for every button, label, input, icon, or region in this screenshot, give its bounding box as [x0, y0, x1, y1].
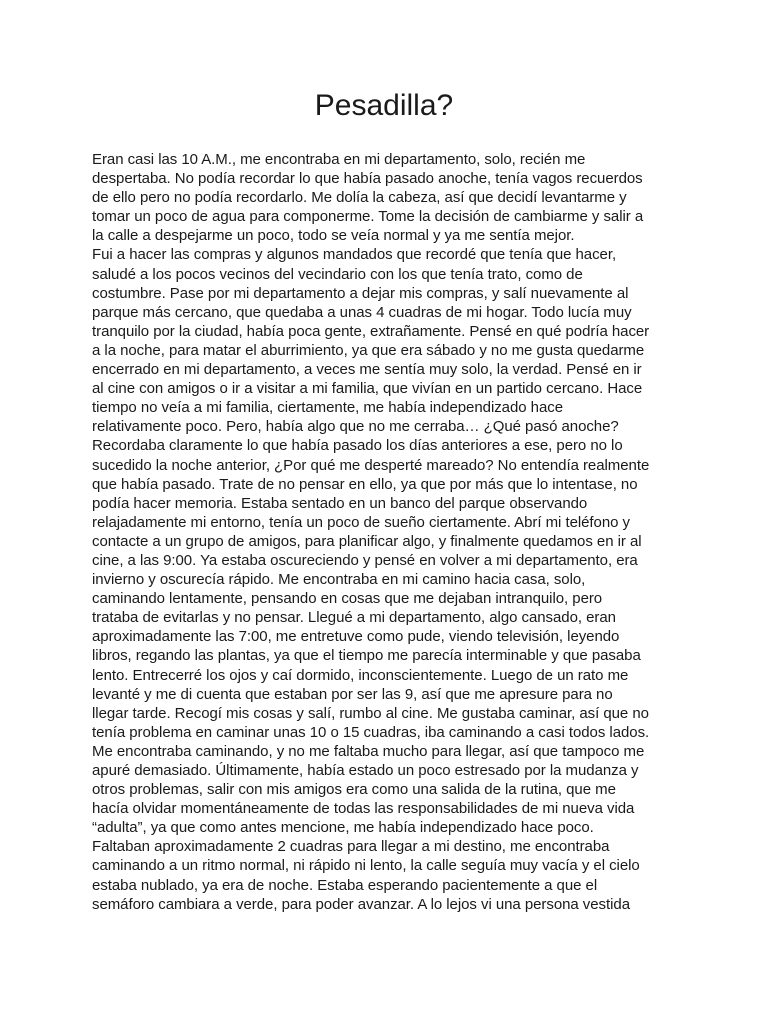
body-text-line: cine, a las 9:00. Ya estaba oscureciendo y pensé en volver a mi departamento, era [92, 551, 638, 569]
body-text-line: sucedido la noche anterior, ¿Por qué me desperté mareado? No entendía realmente [92, 456, 650, 474]
body-text-line: levanté y me di cuenta que estaban por ser las 9, así que me apresure para no [92, 685, 613, 703]
body-text-line: parque más cercano, que quedaba a unas 4 cuadras de mi hogar. Todo lucía muy [92, 303, 632, 321]
body-text-line: hacía olvidar momentáneamente de todas las responsabilidades de mi nueva vida [92, 800, 635, 818]
body-text-line: caminando lentamente, pensando en cosas que me dejaban intranquilo, pero [92, 590, 603, 608]
body-text-line: apuré demasiado. Últimamente, había estado un poco estresado por la mudanza y [92, 762, 639, 779]
document-body-text [92, 150, 682, 914]
body-text-line: estaba nublado, ya era de noche. Estaba esperando pacientemente a que el [92, 876, 598, 894]
body-text-line: caminando a un ritmo normal, ni rápido ni lento, la calle seguía muy vacía y el cielo [92, 857, 640, 875]
body-text-line: lento. Entrecerré los ojos y caí dormido, inconscientemente. Luego de un rato me [92, 666, 629, 684]
body-text-line: tenía problema en caminar unas 10 o 15 cuadras, iba caminando a casi todos lados. [92, 723, 650, 741]
body-text-line: Fui a hacer las compras y algunos mandados que recordé que tenía que hacer, [92, 246, 617, 264]
body-text-line: semáforo cambiara a verde, para poder avanzar. A lo lejos vi una persona vestida [92, 895, 630, 913]
body-text-line: a la noche, para matar el aburrimiento, ya que era sábado y no me gusta quedarme [92, 341, 645, 359]
body-text-line: aproximadamente las 7:00, me entretuve como pude, viendo televisión, leyendo [92, 628, 620, 646]
body-text-line: Recordaba claramente lo que había pasado los días anteriores a ese, pero no lo [92, 437, 623, 455]
body-text-line: Me encontraba caminando, y no me faltaba mucho para llegar, así que tampoco me [92, 742, 645, 760]
body-text-line: tranquilo por la ciudad, había poca gente, extrañamente. Pensé en qué podría hacer [92, 322, 650, 340]
body-text-line: encerrado en mi departamento, a veces me sentía muy solo, la verdad. Pensé en ir [92, 361, 642, 379]
document-title: Pesadilla? [314, 89, 454, 122]
body-text-line: trataba de evitarlas y no pensar. Llegué a mi departamento, algo cansado, eran [92, 609, 616, 627]
body-text-line: podía hacer memoria. Estaba sentado en un banco del parque observando [92, 494, 588, 512]
body-text-line: contacte a un grupo de amigos, para planificar algo, y finalmente quedamos en ir al [92, 532, 642, 550]
body-text-line: Eran casi las 10 A.M., me encontraba en mi departamento, solo, recién me [92, 151, 586, 168]
body-text-line: la calle a despejarme un poco, todo se veía normal y ya me sentía mejor. [92, 227, 575, 245]
body-text-line: relajadamente mi entorno, tenía un poco de sueño ciertamente. Abrí mi teléfono y [92, 513, 630, 531]
body-text-line: Faltaban aproximadamente 2 cuadras para llegar a mi destino, me encontraba [92, 838, 610, 856]
body-text-line: invierno y oscurecía rápido. Me encontraba en mi camino hacia casa, solo, [92, 571, 586, 589]
body-text-line: de ello pero no podía recordarlo. Me dolía la cabeza, así que decidí levantarme y [92, 189, 627, 207]
body-text-line: llegar tarde. Recogí mis cosas y salí, rumbo al cine. Me gustaba caminar, así que no [92, 704, 649, 722]
body-text-line: saludé a los pocos vecinos del vecindario con los que tenía trato, como de [92, 265, 583, 283]
body-text-line: libros, regando las plantas, ya que el tiempo me parecía interminable y que pasaba [92, 647, 641, 665]
body-text-line: “adulta”, ya que como antes mencione, me había independizado hace poco. [92, 819, 594, 837]
body-text-line: tiempo no veía a mi familia, ciertamente, me había independizado hace [92, 399, 563, 417]
body-text-line: relativamente poco. Pero, había algo que no me cerraba… ¿Qué pasó anoche? [92, 418, 619, 436]
body-text-line: otros problemas, salir con mis amigos era como una salida de la rutina, que me [92, 781, 616, 799]
body-text-line: tomar un poco de agua para componerme. Tome la decisión de cambiarme y salir a [92, 208, 644, 226]
body-text-line: costumbre. Pase por mi departamento a dejar mis compras, y salí nuevamente al [92, 284, 629, 302]
body-text-line: al cine con amigos o ir a visitar a mi familia, que vivían en un partido cercano. Hace [92, 380, 643, 398]
body-text-line: despertaba. No podía recordar lo que había pasado anoche, tenía vagos recuerdos [92, 170, 643, 188]
body-text-line: que había pasado. Trate de no pensar en ello, ya que por más que lo intentase, no [92, 475, 638, 493]
